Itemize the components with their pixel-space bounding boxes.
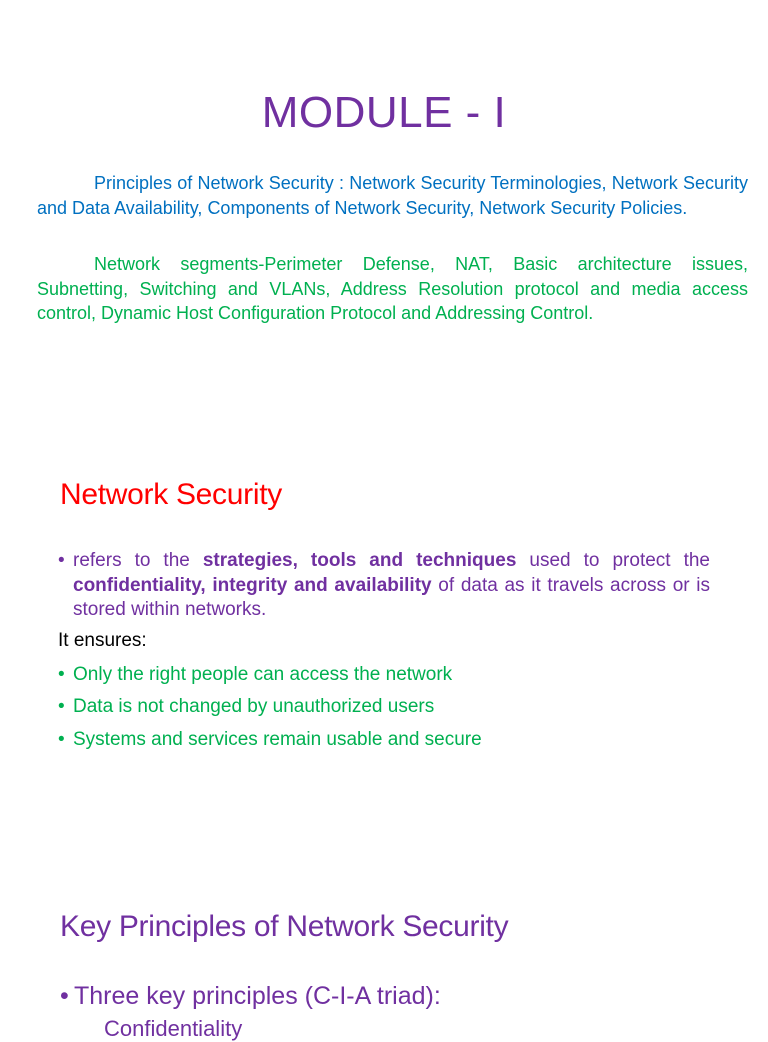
ensures-item	[58, 663, 710, 688]
definition-text	[58, 549, 710, 623]
ensures-item	[58, 695, 710, 720]
ensures-item-text: Only the right people can access the network	[73, 664, 453, 685]
definition-bold-2: confidentiality, integrity and availability	[73, 574, 432, 596]
bullet-marker: •	[60, 982, 69, 1010]
bullet-marker: •	[58, 664, 65, 685]
module-title: MODULE - I	[261, 88, 507, 137]
ensures-item-text: Systems and services remain usable and secure	[73, 729, 482, 750]
ensures-item-text: Data is not changed by unauthorized users	[73, 696, 435, 717]
confidentiality-item-cut: Confidentiality	[104, 1016, 243, 1041]
triad-text: Three key principles (C-I-A triad):	[74, 982, 441, 1010]
definition-part-3: of data as it travels across or is stored within networks.	[73, 574, 710, 620]
definition-bold-1: strategies, tools and techniques	[202, 550, 517, 571]
definition-part-2: used to protect the	[516, 550, 710, 571]
definition-bullet	[58, 549, 710, 623]
triad-bullet	[60, 984, 712, 1009]
bullet-marker: •	[58, 729, 65, 750]
definition-part-1: refers to the	[73, 550, 203, 571]
bullet-marker: •	[58, 550, 65, 571]
bullet-marker: •	[58, 696, 65, 717]
syllabus-paragraph-2: Network segments-Perimeter Defense, NAT, Basic architecture issues, Subnetting, Switching and VLANs, Address Resolution protocol and media access control, Dynamic Host Configuration Protocol and Addressing Control.	[37, 254, 748, 323]
key-principles-heading: Key Principles of Network Security	[60, 910, 509, 943]
ensures-label: It ensures:	[58, 630, 147, 651]
ensures-item	[58, 728, 710, 753]
network-security-heading: Network Security	[60, 478, 282, 511]
syllabus-paragraph-1: Principles of Network Security : Network Security Terminologies, Network Security and Data Availability, Components of Network Security, Network Security Policies.	[37, 173, 748, 218]
